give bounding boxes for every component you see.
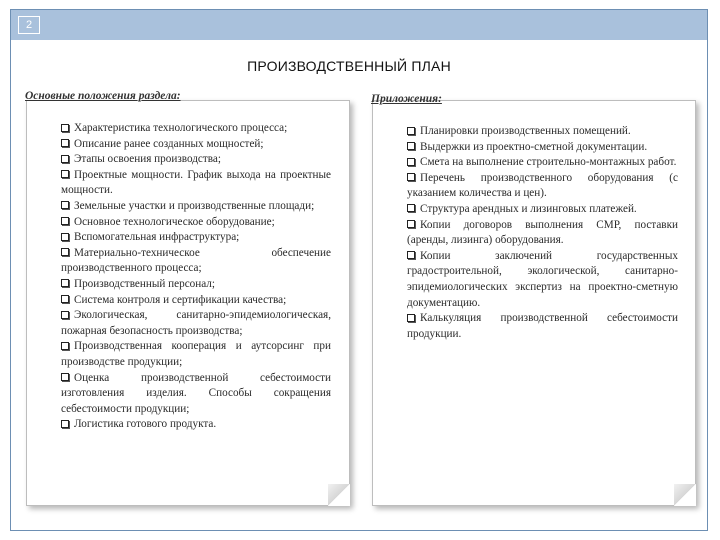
list-item: Смета на выполнение строительно-монтажных работ.: [407, 155, 678, 171]
checkbox-bullet-icon: [61, 201, 69, 209]
checkbox-bullet-icon: [407, 314, 415, 322]
right-items-list: [407, 124, 678, 342]
checkbox-bullet-icon: [61, 170, 69, 178]
checkbox-bullet-icon: [61, 279, 69, 287]
left-heading: Основные положения раздела:: [25, 90, 181, 102]
list-item: Планировки производственных помещений.: [407, 124, 678, 140]
checkbox-bullet-icon: [407, 251, 415, 259]
list-item: Копии заключений государственных градостроительной, экологической, санитарно-эпидемиологических экспертиз на проектно-сметную документацию.: [407, 249, 678, 309]
checkbox-bullet-icon: [407, 220, 415, 228]
checkbox-bullet-icon: [61, 155, 69, 163]
checkbox-bullet-icon: [407, 173, 415, 181]
header-bar: [11, 10, 707, 40]
checkbox-bullet-icon: [61, 233, 69, 241]
page-curl: [674, 484, 696, 506]
list-item: Производственный персонал;: [61, 277, 331, 293]
list-item: Материально-техническое обеспечение производственного процесса;: [61, 246, 331, 275]
left-items-list: [61, 121, 331, 433]
checkbox-bullet-icon: [61, 373, 69, 381]
checkbox-bullet-icon: [61, 420, 69, 428]
list-item: Перечень производственного оборудования (с указанием количества и цен).: [407, 171, 678, 200]
list-item: Экологическая, санитарно-эпидемиологическая, пожарная безопасность производства;: [61, 309, 331, 337]
checkbox-bullet-icon: [61, 217, 69, 225]
checkbox-bullet-icon: [407, 204, 415, 212]
list-item: Описание ранее созданных мощностей;: [61, 137, 331, 153]
list-item: Система контроля и сертификации качества;: [61, 293, 331, 309]
list-item: Этапы освоения производства;: [61, 152, 331, 168]
list-item: Производственная кооперация и аутсорсинг при производстве продукции;: [61, 340, 331, 368]
checkbox-bullet-icon: [407, 127, 415, 135]
list-item: Выдержки из проектно-сметной документации.: [407, 140, 678, 156]
checkbox-bullet-icon: [407, 158, 415, 166]
list-item: Оценка производственной себестоимости изготовления изделия. Способы сокращения себестоимости продукции;: [61, 371, 331, 415]
checkbox-bullet-icon: [61, 295, 69, 303]
page-title: ПРОИЗВОДСТВЕННЫЙ ПЛАН: [247, 58, 451, 74]
checkbox-bullet-icon: [407, 142, 415, 150]
checkbox-bullet-icon: [61, 311, 69, 319]
list-item: Характеристика технологического процесса;: [61, 121, 331, 137]
list-item: Проектные мощности. График выхода на проектные мощности.: [61, 168, 331, 197]
page-curl: [328, 484, 350, 506]
list-item: Логистика готового продукта.: [61, 417, 331, 433]
list-item: Основное технологическое оборудование;: [61, 215, 331, 231]
list-item: Калькуляция производственной себестоимости продукции.: [407, 312, 678, 340]
checkbox-bullet-icon: [61, 342, 69, 350]
checkbox-bullet-icon: [61, 139, 69, 147]
right-heading: Приложения:: [371, 93, 442, 105]
list-item: Структура арендных и лизинговых платежей.: [407, 202, 678, 218]
list-item: Копии договоров выполнения СМР, поставки (аренды, лизинга) оборудования.: [407, 218, 678, 247]
page-number: 2: [18, 16, 40, 34]
checkbox-bullet-icon: [61, 248, 69, 256]
checkbox-bullet-icon: [61, 124, 69, 132]
list-item: Земельные участки и производственные площади;: [61, 199, 331, 215]
list-item: Вспомогательная инфраструктура;: [61, 230, 331, 246]
